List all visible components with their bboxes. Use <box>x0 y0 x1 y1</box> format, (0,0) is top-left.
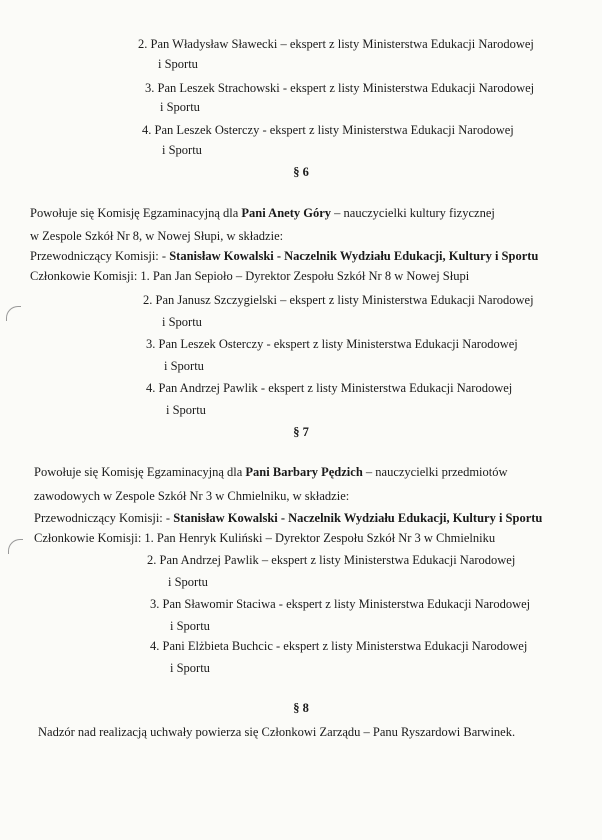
s6-member-3: 3. Pan Leszek Osterczy - ekspert z listy Ministerstwa Edukacji Narodowej <box>146 337 518 351</box>
s7-chair: Przewodniczący Komisji: - Stanisław Kowalski - Naczelnik Wydziału Edukacji, Kultury i Sportu <box>34 511 543 525</box>
s5-member-4-cont: i Sportu <box>162 143 202 157</box>
s7-intro-line2: zawodowych w Zespole Szkół Nr 3 w Chmielniku, w składzie: <box>34 489 350 503</box>
s6-members-label: Członkowie Komisji: 1. Pan Jan Sepioło – Dyrektor Zespołu Szkół Nr 8 w Nowej Słupi <box>30 269 470 283</box>
section-8-heading: § 8 <box>293 701 309 715</box>
s6-member-2-cont: i Sportu <box>162 315 202 329</box>
s6-intro-line2: w Zespole Szkół Nr 8, w Nowej Słupi, w składzie: <box>30 229 284 243</box>
s5-member-4: 4. Pan Leszek Osterczy - ekspert z listy Ministerstwa Edukacji Narodowej <box>142 123 514 137</box>
s6-member-3-cont: i Sportu <box>164 359 204 373</box>
s8-text: Nadzór nad realizacją uchwały powierza się Członkowi Zarządu – Panu Ryszardowi Barwinek. <box>38 725 516 739</box>
s7-intro: Powołuje się Komisję Egzaminacyjną dla Pani Barbary Pędzich – nauczycielki przedmiotów <box>34 465 508 479</box>
s5-member-2-cont: i Sportu <box>158 57 198 71</box>
s5-member-2: 2. Pan Władysław Sławecki – ekspert z listy Ministerstwa Edukacji Narodowej <box>138 37 534 51</box>
s7-member-3-cont: i Sportu <box>170 619 210 633</box>
s7-member-4: 4. Pani Elżbieta Buchcic - ekspert z listy Ministerstwa Edukacji Narodowej <box>150 639 528 653</box>
s7-member-2: 2. Pan Andrzej Pawlik – ekspert z listy Ministerstwa Edukacji Narodowej <box>147 553 516 567</box>
punch-hole-mark <box>6 306 21 321</box>
s7-members-label: Członkowie Komisji: 1. Pan Henryk Kuliński – Dyrektor Zespołu Szkół Nr 3 w Chmielniku <box>34 531 496 545</box>
section-7-heading: § 7 <box>293 425 309 439</box>
punch-hole-mark <box>8 539 23 554</box>
s5-member-3-cont: i Sportu <box>160 100 200 114</box>
s7-member-3: 3. Pan Sławomir Staciwa - ekspert z listy Ministerstwa Edukacji Narodowej <box>150 597 531 611</box>
s7-member-4-cont: i Sportu <box>170 661 210 675</box>
s6-chair: Przewodniczący Komisji: - Stanisław Kowalski - Naczelnik Wydziału Edukacji, Kultury i Sportu <box>30 249 539 263</box>
s7-member-2-cont: i Sportu <box>168 575 208 589</box>
s6-member-4-cont: i Sportu <box>166 403 206 417</box>
s6-intro: Powołuje się Komisję Egzaminacyjną dla Pani Anety Góry – nauczycielki kultury fizycznej <box>30 206 495 220</box>
s6-member-2: 2. Pan Janusz Szczygielski – ekspert z listy Ministerstwa Edukacji Narodowej <box>143 293 534 307</box>
s5-member-3: 3. Pan Leszek Strachowski - ekspert z listy Ministerstwa Edukacji Narodowej <box>145 81 535 95</box>
s6-member-4: 4. Pan Andrzej Pawlik - ekspert z listy Ministerstwa Edukacji Narodowej <box>146 381 513 395</box>
section-6-heading: § 6 <box>293 165 309 179</box>
